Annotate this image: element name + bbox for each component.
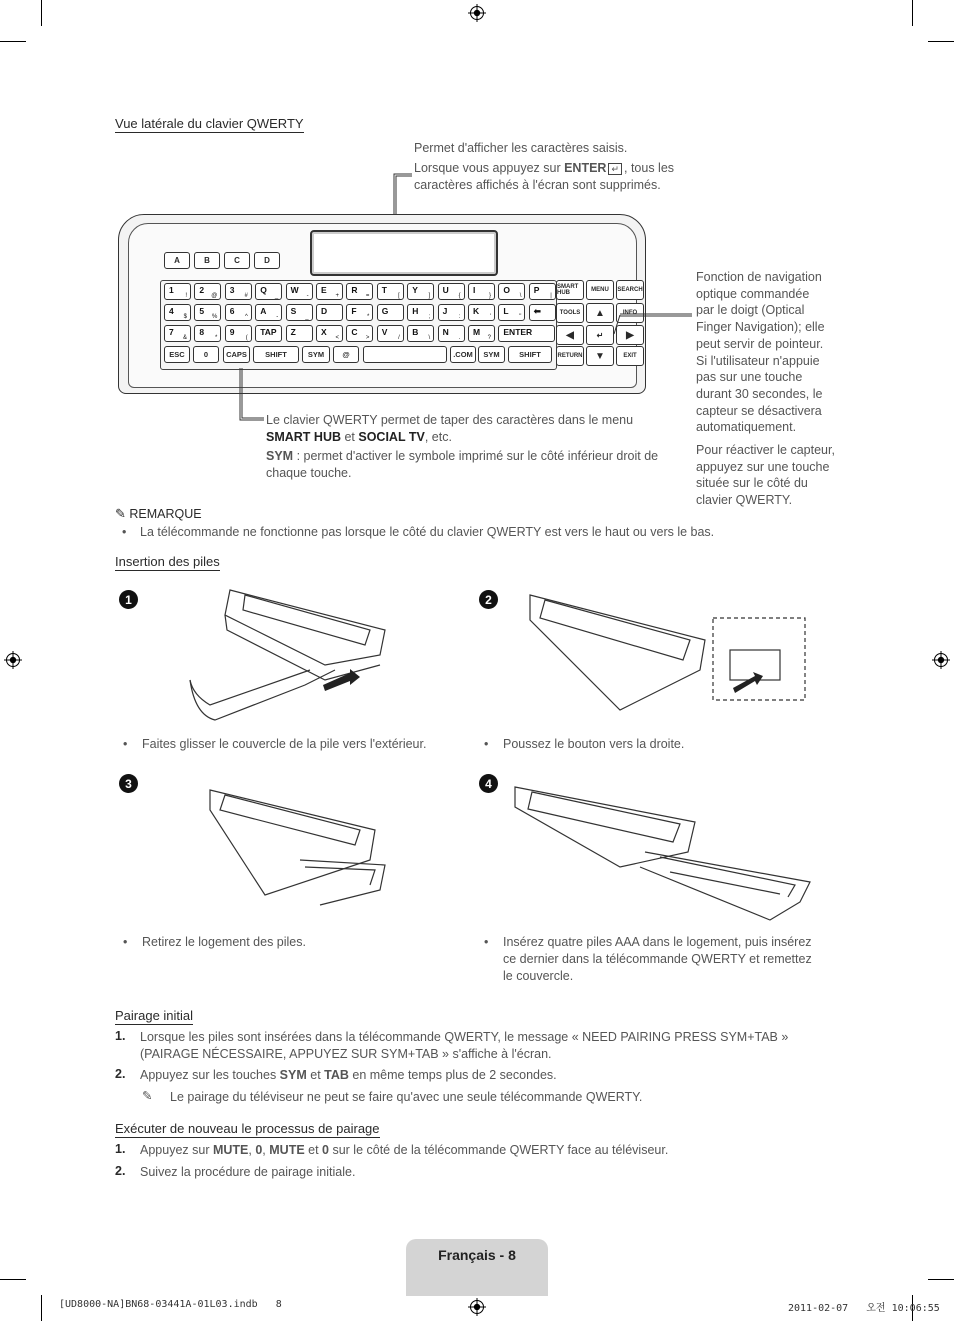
remark-bullet: •	[122, 525, 127, 539]
key: 6 ^	[225, 304, 252, 321]
color-key-d: D	[254, 252, 280, 269]
pairing-step-1: Lorsque les piles sont insérées dans la télécommande QWERTY, le message « NEED PAIRING PRESS SYM+TAB » (PAIRAGE NÉCESSAIRE, APPUYEZ SUR SYM+TAB » s'affiche à l'écran.	[140, 1030, 789, 1061]
step-3-text: Retirez le logement des piles.	[142, 935, 306, 949]
note-pencil-icon: ✎	[142, 1089, 153, 1103]
step-1-text: Faites glisser le couvercle de la pile vers l'extérieur.	[142, 737, 427, 751]
remark-title: ✎ REMARQUE	[115, 506, 202, 521]
registration-mark-icon	[4, 651, 22, 669]
key: B \	[407, 325, 434, 342]
up-arrow-icon: ▲	[586, 303, 614, 323]
step-2-number: 2	[479, 590, 498, 609]
key: S _	[286, 304, 313, 321]
key: C >	[346, 325, 373, 342]
pairing-step-2: Appuyez sur les touches SYM et TAB en même temps plus de 2 secondes.	[140, 1068, 557, 1082]
note-pencil-icon: ✎	[115, 506, 126, 521]
key: SYM	[302, 346, 330, 363]
key: V /	[377, 325, 404, 342]
remove-battery-tray-illustration	[205, 785, 395, 910]
space-key	[363, 346, 447, 363]
step-1-number: 1	[119, 590, 138, 609]
smart-hub-key: SMART HUB	[556, 280, 584, 300]
remark-text: La télécommande ne fonctionne pas lorsque le côté du clavier QWERTY est vers le haut ou vers le bas.	[140, 525, 715, 539]
insert-batteries-illustration	[510, 782, 815, 922]
menu-key: MENU	[586, 280, 614, 300]
key: CAPS	[223, 346, 250, 363]
remote-cover-slide-illustration	[185, 585, 395, 725]
date-info: 2011-02-07 오전 10:06:55	[788, 1303, 940, 1314]
tools-key: TOOLS	[556, 303, 584, 323]
info-key: INFO	[616, 303, 644, 323]
key: .COM	[450, 346, 476, 363]
step-4-number: 4	[479, 774, 498, 793]
key: Z	[286, 325, 313, 342]
registration-mark-icon	[468, 1298, 486, 1316]
return-key: RETURN	[556, 346, 584, 366]
key: H ;	[407, 304, 434, 321]
color-key-b: B	[194, 252, 220, 269]
key: Q _	[255, 283, 282, 300]
key: X <	[316, 325, 343, 342]
repair-step-2: Suivez la procédure de pairage initiale.	[140, 1165, 356, 1179]
key: L "	[498, 304, 525, 321]
pairing-heading: Pairage initial	[115, 1008, 194, 1023]
optical-navigation-callout: Fonction de navigation optique commandée par le doigt (Optical Finger Navigation); elle peut servir de pointeur. Si l'utilisateur n'appuie pas sur une touche durant 30 secondes, le capteur se désactivera automatiquement. Pour réactiver le capteur, appuyez sur une touche située sur le côté du clavier QWERTY.	[696, 270, 835, 508]
key: 2 @	[194, 283, 221, 300]
key: 8 *	[194, 325, 221, 342]
key: T [	[377, 283, 404, 300]
key: 5 %	[194, 304, 221, 321]
key: 9 (	[225, 325, 252, 342]
key: J :	[438, 304, 465, 321]
key: W -	[286, 283, 313, 300]
display-callout: Permet d'afficher les caractères saisis. Lorsque vous appuyez sur ENTER ↵ , tous les caractères affichés à l'écran sont supprimés.	[414, 141, 675, 192]
key: M ?	[468, 325, 495, 342]
color-key-a: A	[164, 252, 190, 269]
key: F *	[346, 304, 373, 321]
callout-leader-line	[600, 300, 700, 340]
exit-key: EXIT	[616, 346, 644, 366]
key: O \	[498, 283, 525, 300]
key: G	[377, 304, 404, 321]
pairing-note: Le pairage du téléviseur ne peut se faire qu'avec une seule télécommande QWERTY.	[170, 1090, 643, 1104]
key: P |	[529, 283, 556, 300]
down-arrow-icon: ▼	[586, 346, 614, 366]
lcd-display	[310, 230, 498, 276]
key: SYM	[478, 346, 505, 363]
key: SHIFT	[508, 346, 552, 363]
key: 1 !	[164, 283, 191, 300]
repair-step-1: Appuyez sur MUTE, 0, MUTE et 0 sur le côté de la télécommande QWERTY face au téléviseur.	[140, 1143, 669, 1157]
battery-button-illustration	[525, 590, 810, 720]
step-3-number: 3	[119, 774, 138, 793]
page-number-tab: Français - 8	[406, 1239, 548, 1296]
key: SHIFT	[253, 346, 299, 363]
enter-key: ENTER	[498, 325, 555, 342]
key: ESC	[164, 346, 190, 363]
step-4-text: Insérez quatre piles AAA dans le logement, puis insérez ce dernier dans la télécommande QWERTY et remettez le couvercle.	[503, 935, 812, 983]
registration-mark-icon	[932, 651, 950, 669]
right-arrow-icon: ▶	[616, 325, 644, 345]
key: K '	[468, 304, 495, 321]
key: E +	[316, 283, 343, 300]
color-key-c: C	[224, 252, 250, 269]
batteries-heading: Insertion des piles	[115, 554, 220, 569]
key: I }	[468, 283, 495, 300]
left-arrow-icon: ◀	[556, 325, 584, 345]
step-2-text: Poussez le bouton vers la droite.	[503, 737, 685, 751]
key: TAP	[255, 325, 282, 342]
qwerty-view-heading: Vue latérale du clavier QWERTY	[115, 116, 304, 131]
search-key: SEARCH	[616, 280, 644, 300]
key: 4 $	[164, 304, 191, 321]
file-info: [UD8000-NA]BN68-03441A-01L03.indb 8	[59, 1299, 282, 1310]
key: D	[316, 304, 343, 321]
key: U {	[438, 283, 465, 300]
repair-heading: Exécuter de nouveau le processus de pairage	[115, 1121, 380, 1136]
key: 3 #	[225, 283, 252, 300]
key: @	[333, 346, 359, 363]
optical-sensor-icon: ↵	[586, 325, 614, 345]
backspace-key: ⬅	[529, 304, 556, 321]
qwerty-callout: Le clavier QWERTY permet de taper des caractères dans le menu SMART HUB et SOCIAL TV, etc. SYM : permet d'activer le symbole imprimé sur le côté inférieur droit de chaque touche.	[266, 413, 659, 480]
key: Y ]	[407, 283, 434, 300]
registration-mark-icon	[468, 4, 486, 22]
key: A -	[255, 304, 282, 321]
key: 0	[193, 346, 219, 363]
key: R =	[346, 283, 373, 300]
enter-key-icon: ↵	[608, 163, 622, 175]
key: N .	[438, 325, 465, 342]
key: 7 &	[164, 325, 191, 342]
